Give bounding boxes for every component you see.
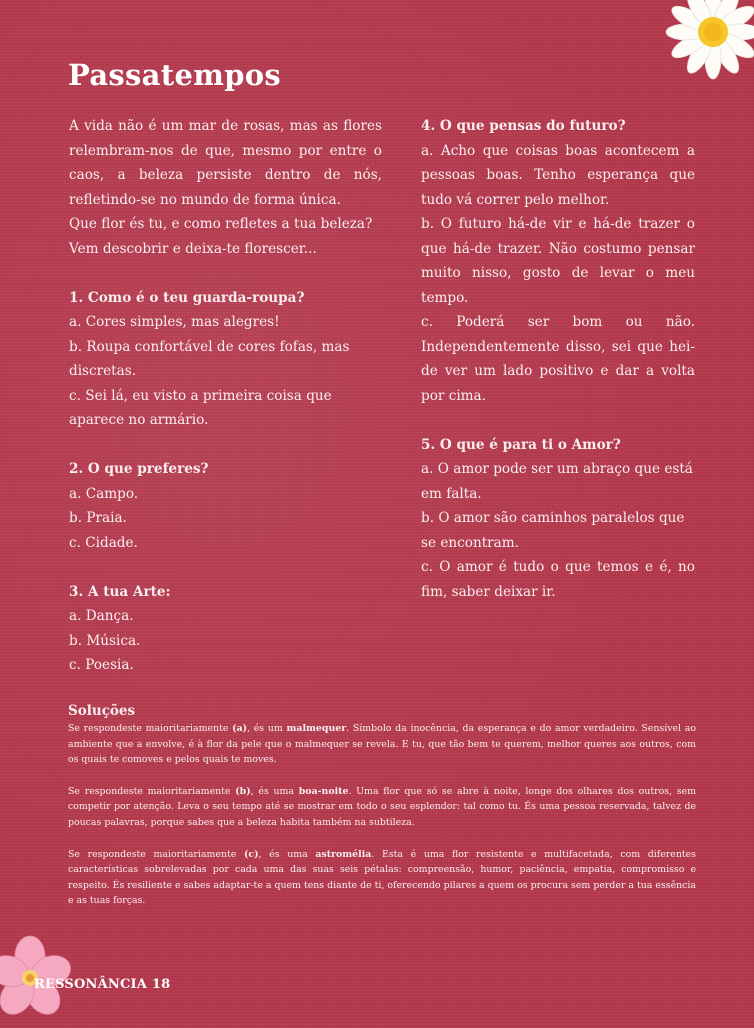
answer-option: a. Campo. (69, 485, 139, 502)
answer-option: b. Música. (69, 632, 141, 649)
solutions-section (68, 703, 696, 925)
answer-option: c. Cidade. (69, 534, 138, 551)
solution-paragraph: Se respondeste maioritariamente (c), és uma astromélia. Esta é uma flor resistente e multifacetada, com diferentes características sobrelevadas por cada uma das suas seis pétalas: compreensão, humor, paciência, empatia, compromisso e respeito. És resiliente e sabes adaptar-te a quem tens diante de ti, oferecendo pilares a quem os procura sem perder a tua essência e as tuas forças. (68, 848, 696, 907)
left-column (69, 114, 382, 678)
answer-option: a. Dança. (69, 608, 134, 624)
daisy-flower-decoration (655, 0, 754, 98)
answer-option: a. Cores simples, mas alegres! (69, 314, 280, 330)
answer-option: c. O amor é tudo o que temos e é, no fim, saber deixar ir. (421, 559, 695, 600)
flower-name: boa-noite (298, 785, 349, 797)
page-footer: RESSONÂNCIA 18 (34, 977, 171, 992)
flower-name: astromélia (315, 848, 372, 860)
answer-option: b. O futuro há-de vir e há-de trazer o que há-de trazer. Não costumo pensar muito nisso, gosto de levar o meu tempo. (421, 216, 695, 306)
answer-option: a. Acho que coisas boas acontecem a pessoas boas. Tenho esperança que tudo vá correr pelo melhor. (421, 142, 695, 208)
solutions-title: Soluções (68, 703, 136, 719)
right-column (421, 114, 695, 604)
solution-paragraph: Se respondeste maioritariamente (a), és um malmequer. Símbolo da inocência, da esperança e do amor verdadeiro. Sensível ao ambiente que a envolve, é à flor da pele que o malmequer se revela. E tu, que tão bem te querem, melhor queres aos outros, com os quais te comoves e pelos quais te moves. (68, 723, 696, 766)
question-title: 4. O que pensas do futuro? (421, 118, 626, 134)
answer-option: c. Sei lá, eu visto a primeira coisa que aparece no armário. (69, 387, 332, 428)
answer-option: b. Roupa confortável de cores fofas, mas discretas. (69, 338, 350, 379)
answer-option: a. O amor pode ser um abraço que está em falta. (421, 461, 693, 502)
question-title: 3. A tua Arte: (69, 583, 171, 600)
answer-option: c. Poesia. (69, 657, 134, 673)
flower-name: malmequer (286, 723, 347, 734)
question-title: 5. O que é para ti o Amor? (421, 436, 621, 453)
intro-question: Que flor és tu, e como refletes a tua beleza? Vem descobrir e deixa-te florescer... (69, 216, 373, 257)
solution-paragraph: Se respondeste maioritariamente (b), és uma boa-noite. Uma flor que só se abre à noite, longe dos olhares dos outros, sem competir por atenção. Leva o seu tempo até se mostrar em todo o seu esplendor: tal como tu. És uma pessoa reservada, talvez de poucas palavras, porque sabes que a beleza habita também na subtileza. (68, 785, 696, 828)
question-title: 2. O que preferes? (69, 461, 209, 477)
page-title: Passatempos (68, 58, 282, 92)
answer-option: c. Poderá ser bom ou não. Independentemente disso, sei que hei-de ver um lado positivo e dar a volta por cima. (421, 314, 695, 404)
question-title: 1. Como é o teu guarda-roupa? (69, 289, 305, 306)
answer-option: b. Praia. (69, 510, 127, 526)
intro-paragraph: A vida não é um mar de rosas, mas as flores relembram-nos de que, mesmo por entre o caos, a beleza persiste dentro de nós, refletindo-se no mundo de forma única. (69, 118, 382, 208)
answer-option: b. O amor são caminhos paralelos que se encontram. (421, 510, 685, 551)
